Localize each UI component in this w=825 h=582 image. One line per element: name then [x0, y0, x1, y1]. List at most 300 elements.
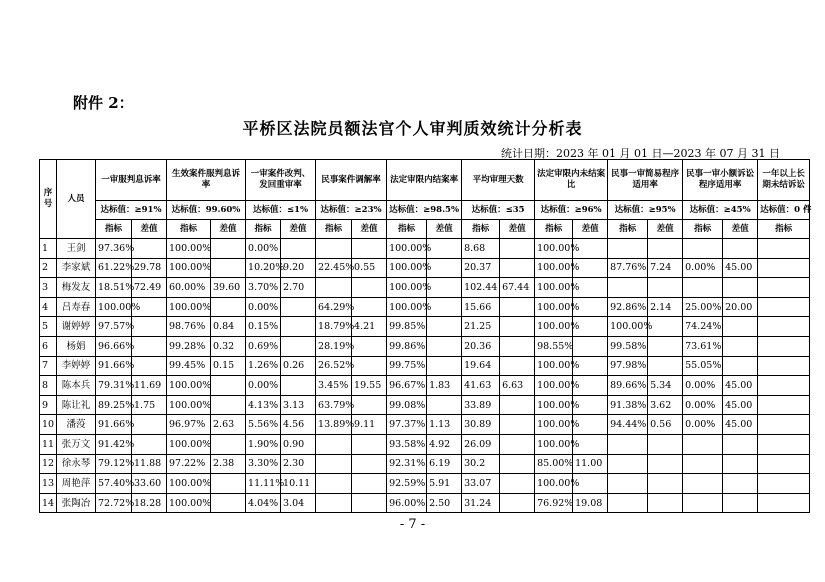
table-cell: 91.38% — [608, 395, 648, 415]
table-cell — [758, 415, 810, 435]
table-cell: 100.00% — [96, 297, 132, 317]
table-cell: 19.55 — [352, 376, 387, 396]
table-cell: 92.59% — [387, 474, 427, 494]
table-cell: 97.57% — [96, 317, 132, 337]
table-cell: 92.31% — [387, 454, 427, 474]
row-name: 张陶冶 — [57, 493, 96, 513]
header-group-title: 法定审限内结案率 — [387, 160, 462, 201]
table-cell: 26.52% — [316, 356, 352, 376]
standard-value: ≤1% — [286, 204, 309, 215]
table-cell — [573, 336, 608, 356]
table-cell: 2.50 — [427, 493, 462, 513]
table-cell — [608, 239, 648, 259]
row-seq: 6 — [40, 336, 57, 356]
table-cell: 97.36% — [96, 239, 132, 259]
table-cell: 6.19 — [427, 454, 462, 474]
table-cell — [500, 239, 535, 259]
table-row — [40, 278, 810, 298]
table-cell — [648, 239, 683, 259]
header-sub-diff: 差值 — [352, 220, 387, 239]
table-cell: 33.07 — [462, 474, 500, 494]
table-cell: 0.55 — [352, 258, 387, 278]
table-cell: 100.00% — [167, 258, 211, 278]
table-cell: 93.58% — [387, 434, 427, 454]
header-group-title: 平均审理天数 — [462, 160, 535, 201]
table-cell: 57.40% — [96, 474, 132, 494]
table-cell — [316, 434, 352, 454]
table-cell: 100.00% — [535, 376, 573, 396]
header-standard: 达标值：≥45% — [683, 201, 758, 220]
table-cell — [352, 395, 387, 415]
table-cell: 9.20 — [281, 258, 316, 278]
table-cell: 3.04 — [281, 493, 316, 513]
table-cell — [758, 297, 810, 317]
table-cell: 41.63 — [462, 376, 500, 396]
table-cell: 100.00% — [167, 434, 211, 454]
table-cell — [758, 336, 810, 356]
table-row — [40, 258, 810, 278]
table-cell — [427, 239, 462, 259]
table-cell — [132, 239, 167, 259]
table-cell — [683, 493, 723, 513]
header-row-titles — [40, 160, 810, 201]
row-name: 张万文 — [57, 434, 96, 454]
row-name: 吕寿春 — [57, 297, 96, 317]
table-cell: 1.26% — [246, 356, 281, 376]
table-cell: 100.00% — [167, 239, 211, 259]
header-group-title: 生效案件服判息诉率 — [167, 160, 246, 201]
table-cell — [683, 454, 723, 474]
table-cell — [352, 278, 387, 298]
table-cell: 5.56% — [246, 415, 281, 435]
table-cell: 0.00% — [246, 239, 281, 259]
header-sub-index: 指标 — [246, 220, 281, 239]
table-cell — [427, 336, 462, 356]
table-cell — [211, 434, 246, 454]
standard-value: ≤35 — [505, 204, 525, 215]
table-cell: 85.00% — [535, 454, 573, 474]
table-cell: 0.69% — [246, 336, 281, 356]
table-cell: 1.75 — [132, 395, 167, 415]
table-cell: 33.89 — [462, 395, 500, 415]
table-cell: 0.00% — [683, 258, 723, 278]
table-cell: 0.00% — [683, 376, 723, 396]
table-cell — [500, 395, 535, 415]
table-cell: 4.21 — [352, 317, 387, 337]
table-cell: 4.56 — [281, 415, 316, 435]
table-cell: 99.08% — [387, 395, 427, 415]
table-cell — [132, 434, 167, 454]
table-cell — [648, 493, 683, 513]
table-cell — [723, 434, 758, 454]
table-cell: 99.86% — [387, 336, 427, 356]
table-cell: 100.00% — [167, 297, 211, 317]
table-cell: 39.60 — [211, 278, 246, 298]
table-cell: 92.86% — [608, 297, 648, 317]
row-seq: 8 — [40, 376, 57, 396]
table-cell: 98.76% — [167, 317, 211, 337]
table-cell: 19.64 — [462, 356, 500, 376]
header-sub-diff: 差值 — [500, 220, 535, 239]
table-cell — [352, 493, 387, 513]
table-cell: 1.90% — [246, 434, 281, 454]
table-cell: 20.00 — [723, 297, 758, 317]
table-cell: 73.61% — [683, 336, 723, 356]
table-cell — [758, 434, 810, 454]
table-cell — [723, 493, 758, 513]
table-cell: 100.00% — [535, 278, 573, 298]
table-cell: 25.00% — [683, 297, 723, 317]
table-cell — [500, 258, 535, 278]
row-name: 杨娟 — [57, 336, 96, 356]
table-cell: 45.00 — [723, 376, 758, 396]
table-cell: 98.55% — [535, 336, 573, 356]
row-name: 陈本兵 — [57, 376, 96, 396]
table-cell — [427, 297, 462, 317]
table-cell: 0.56 — [648, 415, 683, 435]
table-cell: 96.66% — [96, 336, 132, 356]
table-cell — [211, 258, 246, 278]
header-sub-diff: 差值 — [132, 220, 167, 239]
standard-value: ≥23% — [354, 204, 382, 215]
table-cell: 99.58% — [608, 336, 648, 356]
table-cell: 100.00% — [535, 258, 573, 278]
table-cell — [352, 474, 387, 494]
table-cell: 1.13 — [427, 415, 462, 435]
table-row — [40, 395, 810, 415]
table-cell: 72.72% — [96, 493, 132, 513]
table-cell — [758, 239, 810, 259]
header-standard: 达标值：≥23% — [316, 201, 387, 220]
table-cell — [211, 474, 246, 494]
standard-value: ≥91% — [134, 204, 162, 215]
table-cell — [132, 317, 167, 337]
header-standard: 达标值：99.60% — [167, 201, 246, 220]
header-sub-diff: 差值 — [427, 220, 462, 239]
table-cell: 0.32 — [211, 336, 246, 356]
standard-label: 达标值 — [540, 204, 567, 215]
table-cell: 76.92% — [535, 493, 573, 513]
table-cell: 30.89 — [462, 415, 500, 435]
table-cell: 4.04% — [246, 493, 281, 513]
table-cell: 60.00% — [167, 278, 211, 298]
table-cell — [723, 474, 758, 494]
standard-label: 达标值 — [252, 204, 279, 215]
table-cell: 100.00% — [535, 297, 573, 317]
header-sub-diff: 差值 — [211, 220, 246, 239]
table-row — [40, 434, 810, 454]
table-cell: 74.24% — [683, 317, 723, 337]
statistics-date: 统计日期：2023 年 01 月 01 日—2023 年 07 月 31 日 — [501, 147, 780, 160]
table-cell: 89.25% — [96, 395, 132, 415]
table-cell: 100.00% — [387, 258, 427, 278]
table-cell — [132, 336, 167, 356]
row-name: 谢婷婷 — [57, 317, 96, 337]
table-cell — [683, 434, 723, 454]
table-cell: 79.31% — [96, 376, 132, 396]
header-person: 人员 — [57, 160, 96, 239]
table-cell — [608, 278, 648, 298]
table-cell — [211, 395, 246, 415]
table-cell: 3.45% — [316, 376, 352, 396]
table-cell — [758, 376, 810, 396]
table-cell — [211, 376, 246, 396]
table-cell: 100.00% — [608, 317, 648, 337]
table-cell — [723, 317, 758, 337]
table-cell: 89.66% — [608, 376, 648, 396]
table-cell — [352, 336, 387, 356]
table-cell: 0.00% — [246, 376, 281, 396]
standard-value: 99.60% — [205, 204, 241, 215]
row-seq: 1 — [40, 239, 57, 259]
table-cell: 99.28% — [167, 336, 211, 356]
table-cell: 29.78 — [132, 258, 167, 278]
header-group-title: 民事一审简易程序适用率 — [608, 160, 683, 201]
table-cell: 99.75% — [387, 356, 427, 376]
table-cell — [500, 317, 535, 337]
table-cell: 4.92 — [427, 434, 462, 454]
table-cell — [500, 415, 535, 435]
page-title: 平桥区法院员额法官个人审判质效统计分析表 — [242, 119, 583, 138]
table-cell — [758, 317, 810, 337]
table-cell: 96.67% — [387, 376, 427, 396]
table-cell — [352, 239, 387, 259]
table-cell: 55.05% — [683, 356, 723, 376]
table-cell — [281, 297, 316, 317]
table-cell — [500, 493, 535, 513]
table-cell — [723, 454, 758, 474]
table-cell — [723, 336, 758, 356]
table-cell: 10.20% — [246, 258, 281, 278]
table-cell: 0.26 — [281, 356, 316, 376]
table-cell: 0.90 — [281, 434, 316, 454]
standard-label: 达标值 — [171, 204, 198, 215]
table-cell: 7.24 — [648, 258, 683, 278]
table-cell: 96.00% — [387, 493, 427, 513]
header-sub-index: 指标 — [608, 220, 648, 239]
table-row — [40, 336, 810, 356]
table-cell — [316, 278, 352, 298]
header-standard: 达标值：≥96% — [535, 201, 608, 220]
table-cell: 67.44 — [500, 278, 535, 298]
table-cell: 100.00% — [387, 239, 427, 259]
header-group-title: 法定审限内未结案比 — [535, 160, 608, 201]
table-cell: 2.63 — [211, 415, 246, 435]
table-cell: 99.45% — [167, 356, 211, 376]
header-sub-index: 指标 — [758, 220, 810, 239]
table-cell — [281, 317, 316, 337]
table-cell — [758, 395, 810, 415]
table-cell: 3.13 — [281, 395, 316, 415]
table-cell: 30.2 — [462, 454, 500, 474]
table-cell — [758, 278, 810, 298]
header-sub-index: 指标 — [316, 220, 352, 239]
table-row — [40, 376, 810, 396]
table-cell: 11.88 — [132, 454, 167, 474]
table-cell: 100.00% — [535, 239, 573, 259]
annex-label: 附件 2： — [73, 94, 134, 112]
row-name: 李家斌 — [57, 258, 96, 278]
table-cell — [758, 474, 810, 494]
table-cell: 0.00% — [683, 395, 723, 415]
table-cell — [500, 336, 535, 356]
table-cell: 18.51% — [96, 278, 132, 298]
row-name: 梅发友 — [57, 278, 96, 298]
table-cell — [281, 239, 316, 259]
table-cell — [648, 278, 683, 298]
standard-label: 达标值 — [320, 204, 347, 215]
header-sub-diff: 差值 — [723, 220, 758, 239]
table-cell: 102.44 — [462, 278, 500, 298]
table-cell: 9.11 — [352, 415, 387, 435]
table-cell: 0.15% — [246, 317, 281, 337]
table-cell — [648, 434, 683, 454]
standard-value: ≥45% — [723, 204, 751, 215]
table-cell: 2.30 — [281, 454, 316, 474]
table-row — [40, 239, 810, 259]
table-cell — [211, 239, 246, 259]
table-cell: 2.70 — [281, 278, 316, 298]
table-cell: 3.30% — [246, 454, 281, 474]
table-cell — [648, 336, 683, 356]
table-cell — [500, 356, 535, 376]
table-row — [40, 317, 810, 337]
row-seq: 3 — [40, 278, 57, 298]
header-sub-diff: 差值 — [573, 220, 608, 239]
header-standard: 达标值：≤1% — [246, 201, 316, 220]
table-cell: 1.83 — [427, 376, 462, 396]
table-cell: 100.00% — [167, 395, 211, 415]
table-cell: 100.00% — [387, 297, 427, 317]
row-name: 徐永琴 — [57, 454, 96, 474]
table-cell: 4.13% — [246, 395, 281, 415]
table-cell — [132, 356, 167, 376]
row-name: 周艳萍 — [57, 474, 96, 494]
row-seq: 5 — [40, 317, 57, 337]
header-group-title: 民事一审小额诉讼程序适用率 — [683, 160, 758, 201]
row-seq: 2 — [40, 258, 57, 278]
table-cell: 3.70% — [246, 278, 281, 298]
table-cell — [427, 258, 462, 278]
table-cell — [608, 454, 648, 474]
table-cell: 79.12% — [96, 454, 132, 474]
table-cell: 0.00% — [683, 415, 723, 435]
table-cell — [723, 239, 758, 259]
table-row — [40, 356, 810, 376]
table-cell: 2.14 — [648, 297, 683, 317]
table-cell: 20.36 — [462, 336, 500, 356]
table-cell — [500, 454, 535, 474]
standard-value: ≥96% — [574, 204, 602, 215]
table-cell: 100.00% — [535, 317, 573, 337]
header-sub-diff: 差值 — [648, 220, 683, 239]
table-cell — [132, 415, 167, 435]
row-seq: 11 — [40, 434, 57, 454]
header-sub-index: 指标 — [535, 220, 573, 239]
table-cell: 100.00% — [167, 493, 211, 513]
table-cell: 0.84 — [211, 317, 246, 337]
table-cell — [683, 278, 723, 298]
table-cell: 0.00% — [246, 297, 281, 317]
table-cell: 18.28 — [132, 493, 167, 513]
table-cell: 100.00% — [535, 474, 573, 494]
row-name: 潘莈 — [57, 415, 96, 435]
table-cell: 100.00% — [535, 434, 573, 454]
table-cell: 100.00% — [535, 356, 573, 376]
table-cell: 45.00 — [723, 395, 758, 415]
table-cell: 72.49 — [132, 278, 167, 298]
table-cell — [608, 434, 648, 454]
header-standard: 达标值：≥95% — [608, 201, 683, 220]
table-body — [40, 160, 810, 513]
standard-label: 达标值 — [689, 204, 716, 215]
table-row — [40, 474, 810, 494]
table-cell: 33.60 — [132, 474, 167, 494]
table-cell — [316, 239, 352, 259]
header-standard: 达标值：≥98.5% — [387, 201, 462, 220]
table-cell — [352, 454, 387, 474]
table-cell: 13.89% — [316, 415, 352, 435]
standard-label: 达标值 — [614, 204, 641, 215]
row-name: 王剑 — [57, 239, 96, 259]
row-seq: 12 — [40, 454, 57, 474]
table-cell: 11.69 — [132, 376, 167, 396]
header-standard: 达标值：0 件 — [758, 201, 810, 220]
row-seq: 9 — [40, 395, 57, 415]
table-cell — [758, 493, 810, 513]
row-seq: 13 — [40, 474, 57, 494]
standard-label: 达标值 — [100, 204, 126, 215]
table-cell: 100.00% — [167, 474, 211, 494]
table-cell — [500, 297, 535, 317]
header-row-standards — [40, 201, 810, 220]
table-cell: 21.25 — [462, 317, 500, 337]
table-cell — [683, 239, 723, 259]
table-cell — [723, 278, 758, 298]
table-cell: 97.98% — [608, 356, 648, 376]
header-sub-index: 指标 — [683, 220, 723, 239]
table-cell: 97.22% — [167, 454, 211, 474]
table-cell — [427, 317, 462, 337]
header-sub-index: 指标 — [387, 220, 427, 239]
table-row — [40, 415, 810, 435]
page-number: - 7 - — [399, 517, 426, 532]
table-cell: 100.00% — [387, 278, 427, 298]
table-cell — [648, 356, 683, 376]
standard-value: ≥95% — [648, 204, 676, 215]
header-standard: 达标值：≤35 — [462, 201, 535, 220]
table-cell — [648, 474, 683, 494]
table-cell: 100.00% — [535, 415, 573, 435]
table-cell: 31.24 — [462, 493, 500, 513]
table-cell: 64.29% — [316, 297, 352, 317]
table-cell: 91.66% — [96, 415, 132, 435]
row-seq: 7 — [40, 356, 57, 376]
standard-value: ≥98.5% — [423, 204, 460, 215]
table-cell: 3.62 — [648, 395, 683, 415]
table-cell — [316, 493, 352, 513]
table-row — [40, 454, 810, 474]
table-cell — [723, 356, 758, 376]
table-cell: 0.15 — [211, 356, 246, 376]
table-cell — [648, 454, 683, 474]
table-cell: 19.08 — [573, 493, 608, 513]
table-cell — [316, 474, 352, 494]
table-cell: 5.34 — [648, 376, 683, 396]
table-cell — [500, 474, 535, 494]
table-cell: 94.44% — [608, 415, 648, 435]
header-sub-diff: 差值 — [281, 220, 316, 239]
